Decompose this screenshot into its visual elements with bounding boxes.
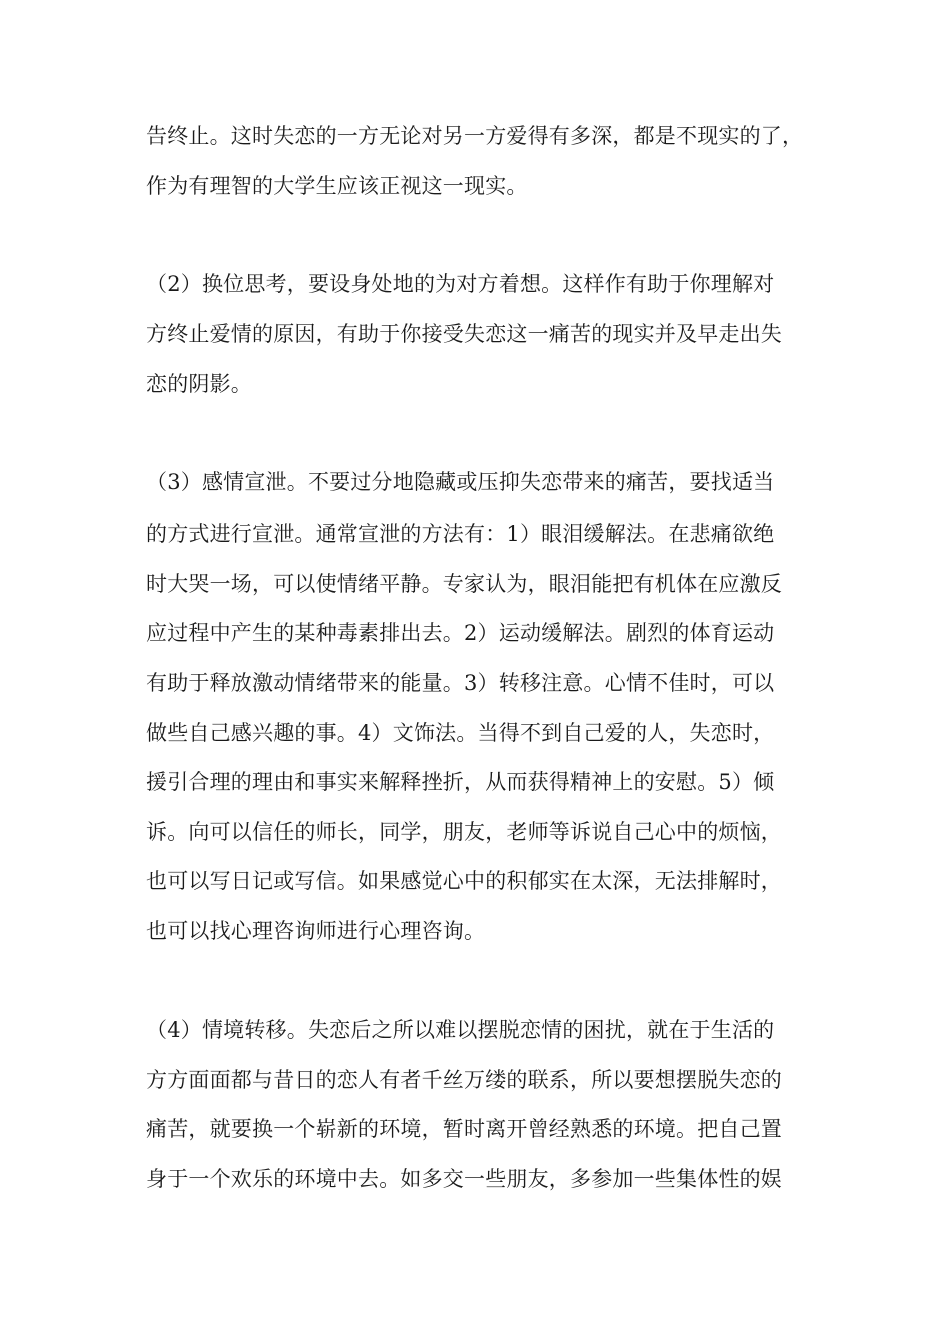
- text-line: 也可以找心理咨询师进行心理咨询。: [146, 919, 486, 943]
- text-line: 恋的阴影。: [146, 372, 252, 396]
- text-line: 作为有理智的大学生应该正视这一现实。: [146, 174, 528, 198]
- text-line: 做些自己感兴趣的事。4）文饰法。当得不到自己爱的人，失恋时，: [146, 721, 775, 745]
- text-line: 应过程中产生的某种毒素排出去。2）运动缓解法。剧烈的体育运动: [146, 621, 775, 645]
- text-line: 身于一个欢乐的环境中去。如多交一些朋友，多参加一些集体性的娱: [146, 1167, 782, 1191]
- text-line: （4）情境转移。失恋后之所以难以摆脱恋情的困扰，就在于生活的: [146, 1018, 775, 1042]
- text-line: 痛苦，就要换一个崭新的环境，暂时离开曾经熟悉的环境。把自己置: [146, 1117, 782, 1141]
- text-line: 告终止。这时失恋的一方无论对另一方爱得有多深，都是不现实的了，: [146, 124, 804, 148]
- text-line: 方方面面都与昔日的恋人有者千丝万缕的联系，所以要想摆脱失恋的: [146, 1068, 782, 1092]
- text-line: 的方式进行宣泄。通常宣泄的方法有：1）眼泪缓解法。在悲痛欲绝: [146, 522, 775, 546]
- text-line: 援引合理的理由和事实来解释挫折，从而获得精神上的安慰。5）倾: [146, 770, 775, 794]
- text-line: （2）换位思考，要设身处地的为对方着想。这样作有助于你理解对: [146, 272, 775, 296]
- text-line: 有助于释放激动情绪带来的能量。3）转移注意。心情不佳时，可以: [146, 671, 775, 695]
- text-line: 也可以写日记或写信。如果感觉心中的积郁实在太深，无法排解时，: [146, 869, 782, 893]
- text-line: 时大哭一场，可以使情绪平静。专家认为，眼泪能把有机体在应激反: [146, 572, 782, 596]
- text-line: 方终止爱情的原因，有助于你接受失恋这一痛苦的现实并及早走出失: [146, 322, 782, 346]
- text-line: 诉。向可以信任的师长，同学，朋友，老师等诉说自己心中的烦恼，: [146, 820, 782, 844]
- text-line: （3）感情宣泄。不要过分地隐藏或压抑失恋带来的痛苦，要找适当: [146, 470, 775, 494]
